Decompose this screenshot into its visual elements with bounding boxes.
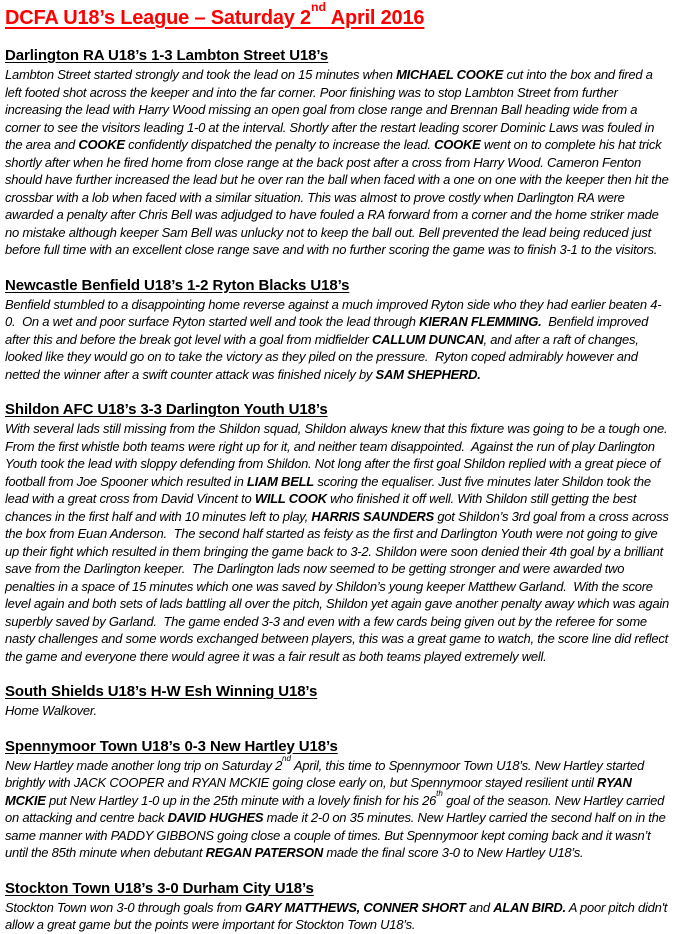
match-report: New Hartley made another long trip on Saturday 2nd April, this time to Spennymoor Town U18’s. New Hartley started brightly with JACK COOPER and RYAN MCKIE going close early on, but Spennymoor stayed resilient until RYAN MCKIE put New Hartley 1-0 up in the 25th minute with a lovely finish for his 26th goal of the season. New Hartley carried on attacking and centre back DAVID HUGHES made it 2-0 on 35 minutes. New Hartley carried the second half on in the same manner with PADDY GIBBONS going close a couple of times. But Spennymoor kept coming back and it wasn’t until the 85th minute when debutant REGAN PATERSON made the final score 3-0 to New Hartley U18’s. [5, 753, 669, 860]
match-section [5, 682, 670, 720]
match-section [5, 46, 670, 259]
match-heading: Darlington RA U18’s 1-3 Lambton Street U18’s [5, 47, 329, 64]
match-heading: South Shields U18’s H-W Esh Winning U18’s [5, 683, 318, 700]
match-heading: Stockton Town U18’s 3-0 Durham City U18’s [5, 879, 314, 897]
page-title: DCFA U18’s League – Saturday 2nd April 2016 [5, 0, 425, 29]
match-section [5, 737, 670, 862]
match-heading: Spennymoor Town U18’s 0-3 New Hartley U18’s [5, 737, 338, 755]
match-section [5, 879, 670, 934]
match-section [5, 400, 673, 665]
match-report: With several lads still missing from the Shildon squad, Shildon always knew that this fixture was going to be a tough one. From the first whistle both teams were right up for it, and neither team disappointed. Against the run of play Darlington Youth took the lead with sloppy defending from Shildon. Not long after the first goal Shildon replied with a great piece of football from Joe Spooner which resulted in LIAM BELL scoring the equaliser. Just five minutes later Shildon took the lead with a great cross from David Vincent to WILL COOK who finished it off well. With Shildon still getting the best chances in the first half and with 10 minutes left to play, HARRIS SAUNDERS got Shildon’s 3rd goal from a cross across the box from Euan Anderson. The second half started as feisty as the first and Darlington Youth were not going to give up their fight which resulted in them bringing the game back to 3-2. Shildon were soon denied their 4th goal by a brilliant save from the Darlington keeper. The Darlington lads now seemed to be getting stronger and were awarded two penalties in a space of 15 minutes which one was saved by Shildon’s young keeper Matthew Garland. With the score level again and both sets of lads battling all over the pitch, Shildon yet again gave another penalty away which was again superbly saved by Garland. The game ended 3-3 and even with a few cards being given out by the referee for some nasty challenges and some words exchanged between players, this was a great game to watch, the score line did reflect the game and everyone there would agree it was a fair result as both teams played extremely well. [5, 421, 673, 664]
match-report: Home Walkover. [5, 703, 97, 718]
match-report: Lambton Street started strongly and took the lead on 15 minutes when MICHAEL COOKE cut into the box and fired a left footed shot across the keeper and into the far corner. Poor finishing was to stop Lambton Street from further increasing the lead with Harry Wood missing an open goal from close range and Brennan Ball heading wide from a corner to see the visitors leading 1-0 at the interval. Shortly after the restart leading scorer Dominic Laws was fouled in the area and COOKE confidently dispatched the penalty to increase the lead. COOKE went on to complete his hat trick shortly after when he fired home from close range at the back post after a cross from Harry Wood. Cameron Fenton should have further increased the lead but he over ran the ball when faced with a one on one with the keeper then hit the crossbar with a lob when faced with a similar situation. This was almost to prove costly when Darlington RA were awarded a penalty after Chris Bell was adjudged to have fouled a RA forward from a corner and the home striker made no mistake although keeper Sam Bell was unlucky not to keep the ball out. Bell prevented the lead being reduced just before full time with an excellent close range save and with no further scoring the game was to finish 3-1 to the visitors. [5, 67, 672, 257]
match-section [5, 276, 670, 384]
match-report: Benfield stumbled to a disappointing home reverse against a much improved Ryton side who they had earlier beaten 4-0. On a wet and poor surface Ryton started well and took the lead through KIERAN FLEMMING. Benfield improved after this and before the break got level with a goal from midfielder CALLUM DUNCAN, and after a raft of changes, looked like they would go on to take the victory as they piled on the pressure. Ryton coped admirably however and netted the winner after a swift counter attack was finished nicely by SAM SHEPHERD. [5, 296, 662, 382]
match-heading: Shildon AFC U18’s 3-3 Darlington Youth U18’s [5, 401, 328, 418]
match-report: Stockton Town won 3-0 through goals from GARY MATTHEWS, CONNER SHORT and ALAN BIRD. A poor pitch didn't allow a great game but the points were important for Stockton Town U18’s. [5, 899, 671, 932]
match-heading: Newcastle Benfield U18’s 1-2 Ryton Blacks U18’s [5, 276, 350, 294]
